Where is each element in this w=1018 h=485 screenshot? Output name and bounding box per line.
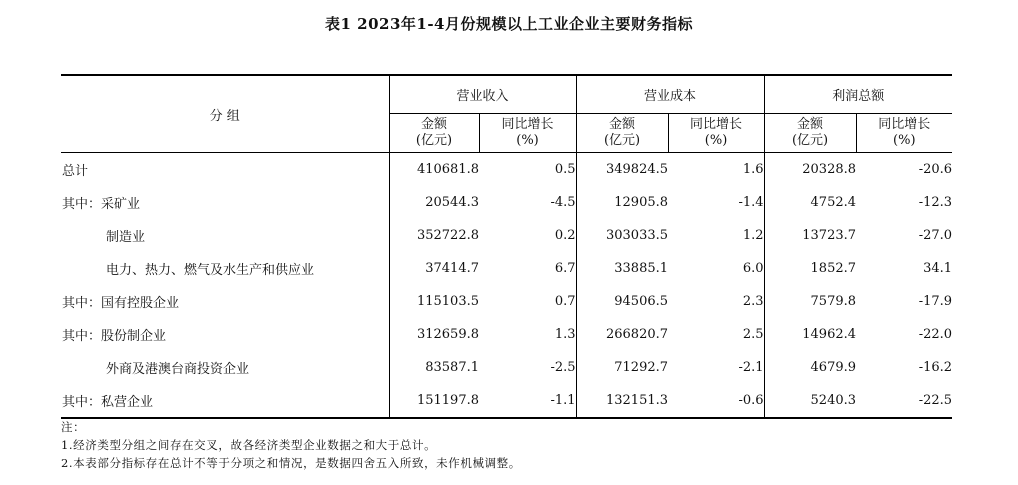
row-label: 其中：私营企业 (62, 395, 154, 410)
profit-amount: 5240.3 (764, 384, 856, 418)
cost-growth: -1.4 (738, 195, 764, 210)
profit-amount: 14962.4 (764, 318, 856, 351)
revenue-growth: 0.2 (554, 228, 576, 243)
revenue-amount: 20544.3 (389, 186, 479, 219)
revenue-amount: 312659.8 (389, 318, 479, 351)
profit-growth: -22.5 (918, 393, 953, 408)
cost-growth: 1.2 (742, 228, 764, 243)
cost-amount: 12905.8 (576, 186, 668, 219)
profit-growth: 34.1 (923, 261, 953, 276)
revenue-amount: 151197.8 (389, 384, 479, 418)
profit-header: 利润总额 (764, 75, 952, 114)
revenue-amount-header: 金额 (亿元) (389, 114, 479, 153)
revenue-growth: 6.7 (554, 261, 576, 276)
cost-growth-header: 同比增长 (%) (668, 114, 764, 153)
cost-growth: 2.3 (742, 294, 764, 309)
table-title: 表1 2023年1-4月份规模以上工业企业主要财务指标 (324, 15, 693, 33)
profit-amount: 4752.4 (764, 186, 856, 219)
table-row (61, 252, 952, 285)
revenue-amount: 352722.8 (389, 219, 479, 252)
group-column-header: 分 组 (61, 75, 389, 153)
revenue-growth: -4.5 (550, 195, 576, 210)
row-label: 外商及港澳台商投资企业 (106, 362, 250, 377)
profit-growth-header: 同比增长 (%) (856, 114, 952, 153)
table-row (61, 186, 952, 219)
profit-growth: -12.3 (918, 195, 953, 210)
table-row (61, 318, 952, 351)
profit-growth: -20.6 (918, 162, 953, 177)
revenue-growth: -2.5 (550, 360, 576, 375)
footnotes (61, 418, 521, 472)
revenue-growth: 0.5 (554, 162, 576, 177)
cost-amount: 94506.5 (576, 285, 668, 318)
cost-amount: 266820.7 (576, 318, 668, 351)
row-label: 其中：股份制企业 (62, 329, 167, 344)
footnote-2: 2.本表部分指标存在总计不等于分项之和情况，是数据四舍五入所致，未作机械调整。 (61, 456, 521, 470)
profit-growth: -22.0 (918, 327, 953, 342)
revenue-growth: -1.1 (550, 393, 576, 408)
footnote-heading: 注： (61, 420, 86, 434)
cost-growth: -0.6 (738, 393, 764, 408)
revenue-growth-header: 同比增长 (%) (479, 114, 576, 153)
table-row (61, 153, 952, 187)
cost-header: 营业成本 (576, 75, 764, 114)
profit-amount: 7579.8 (764, 285, 856, 318)
cost-amount: 71292.7 (576, 351, 668, 384)
revenue-amount: 83587.1 (389, 351, 479, 384)
revenue-amount: 37414.7 (389, 252, 479, 285)
cost-amount: 303033.5 (576, 219, 668, 252)
table-row (61, 384, 952, 418)
revenue-growth: 1.3 (554, 327, 576, 342)
table-row (61, 351, 952, 384)
revenue-header: 营业收入 (389, 75, 576, 114)
row-label: 其中：国有控股企业 (62, 296, 180, 311)
row-label: 总计 (62, 164, 89, 179)
profit-growth: -27.0 (918, 228, 953, 243)
profit-growth: -16.2 (918, 360, 953, 375)
table-row (61, 285, 952, 318)
profit-amount-header: 金额 (亿元) (764, 114, 856, 153)
cost-growth: 1.6 (742, 162, 764, 177)
row-label: 其中：采矿业 (62, 197, 141, 212)
row-label: 制造业 (106, 230, 146, 245)
financial-indicators-table (61, 74, 952, 419)
cost-amount: 33885.1 (576, 252, 668, 285)
revenue-amount: 115103.5 (389, 285, 479, 318)
revenue-growth: 0.7 (554, 294, 576, 309)
cost-growth: 2.5 (742, 327, 764, 342)
footnote-1: 1.经济类型分组之间存在交叉，故各经济类型企业数据之和大于总计。 (61, 438, 437, 452)
cost-growth: 6.0 (742, 261, 764, 276)
profit-amount: 13723.7 (764, 219, 856, 252)
row-label: 电力、热力、燃气及水生产和供应业 (106, 263, 315, 278)
profit-growth: -17.9 (918, 294, 953, 309)
profit-amount: 1852.7 (764, 252, 856, 285)
cost-amount: 349824.5 (576, 153, 668, 187)
table-row (61, 219, 952, 252)
profit-amount: 4679.9 (764, 351, 856, 384)
cost-amount-header: 金额 (亿元) (576, 114, 668, 153)
profit-amount: 20328.8 (764, 153, 856, 187)
cost-amount: 132151.3 (576, 384, 668, 418)
cost-growth: -2.1 (738, 360, 764, 375)
revenue-amount: 410681.8 (389, 153, 479, 187)
